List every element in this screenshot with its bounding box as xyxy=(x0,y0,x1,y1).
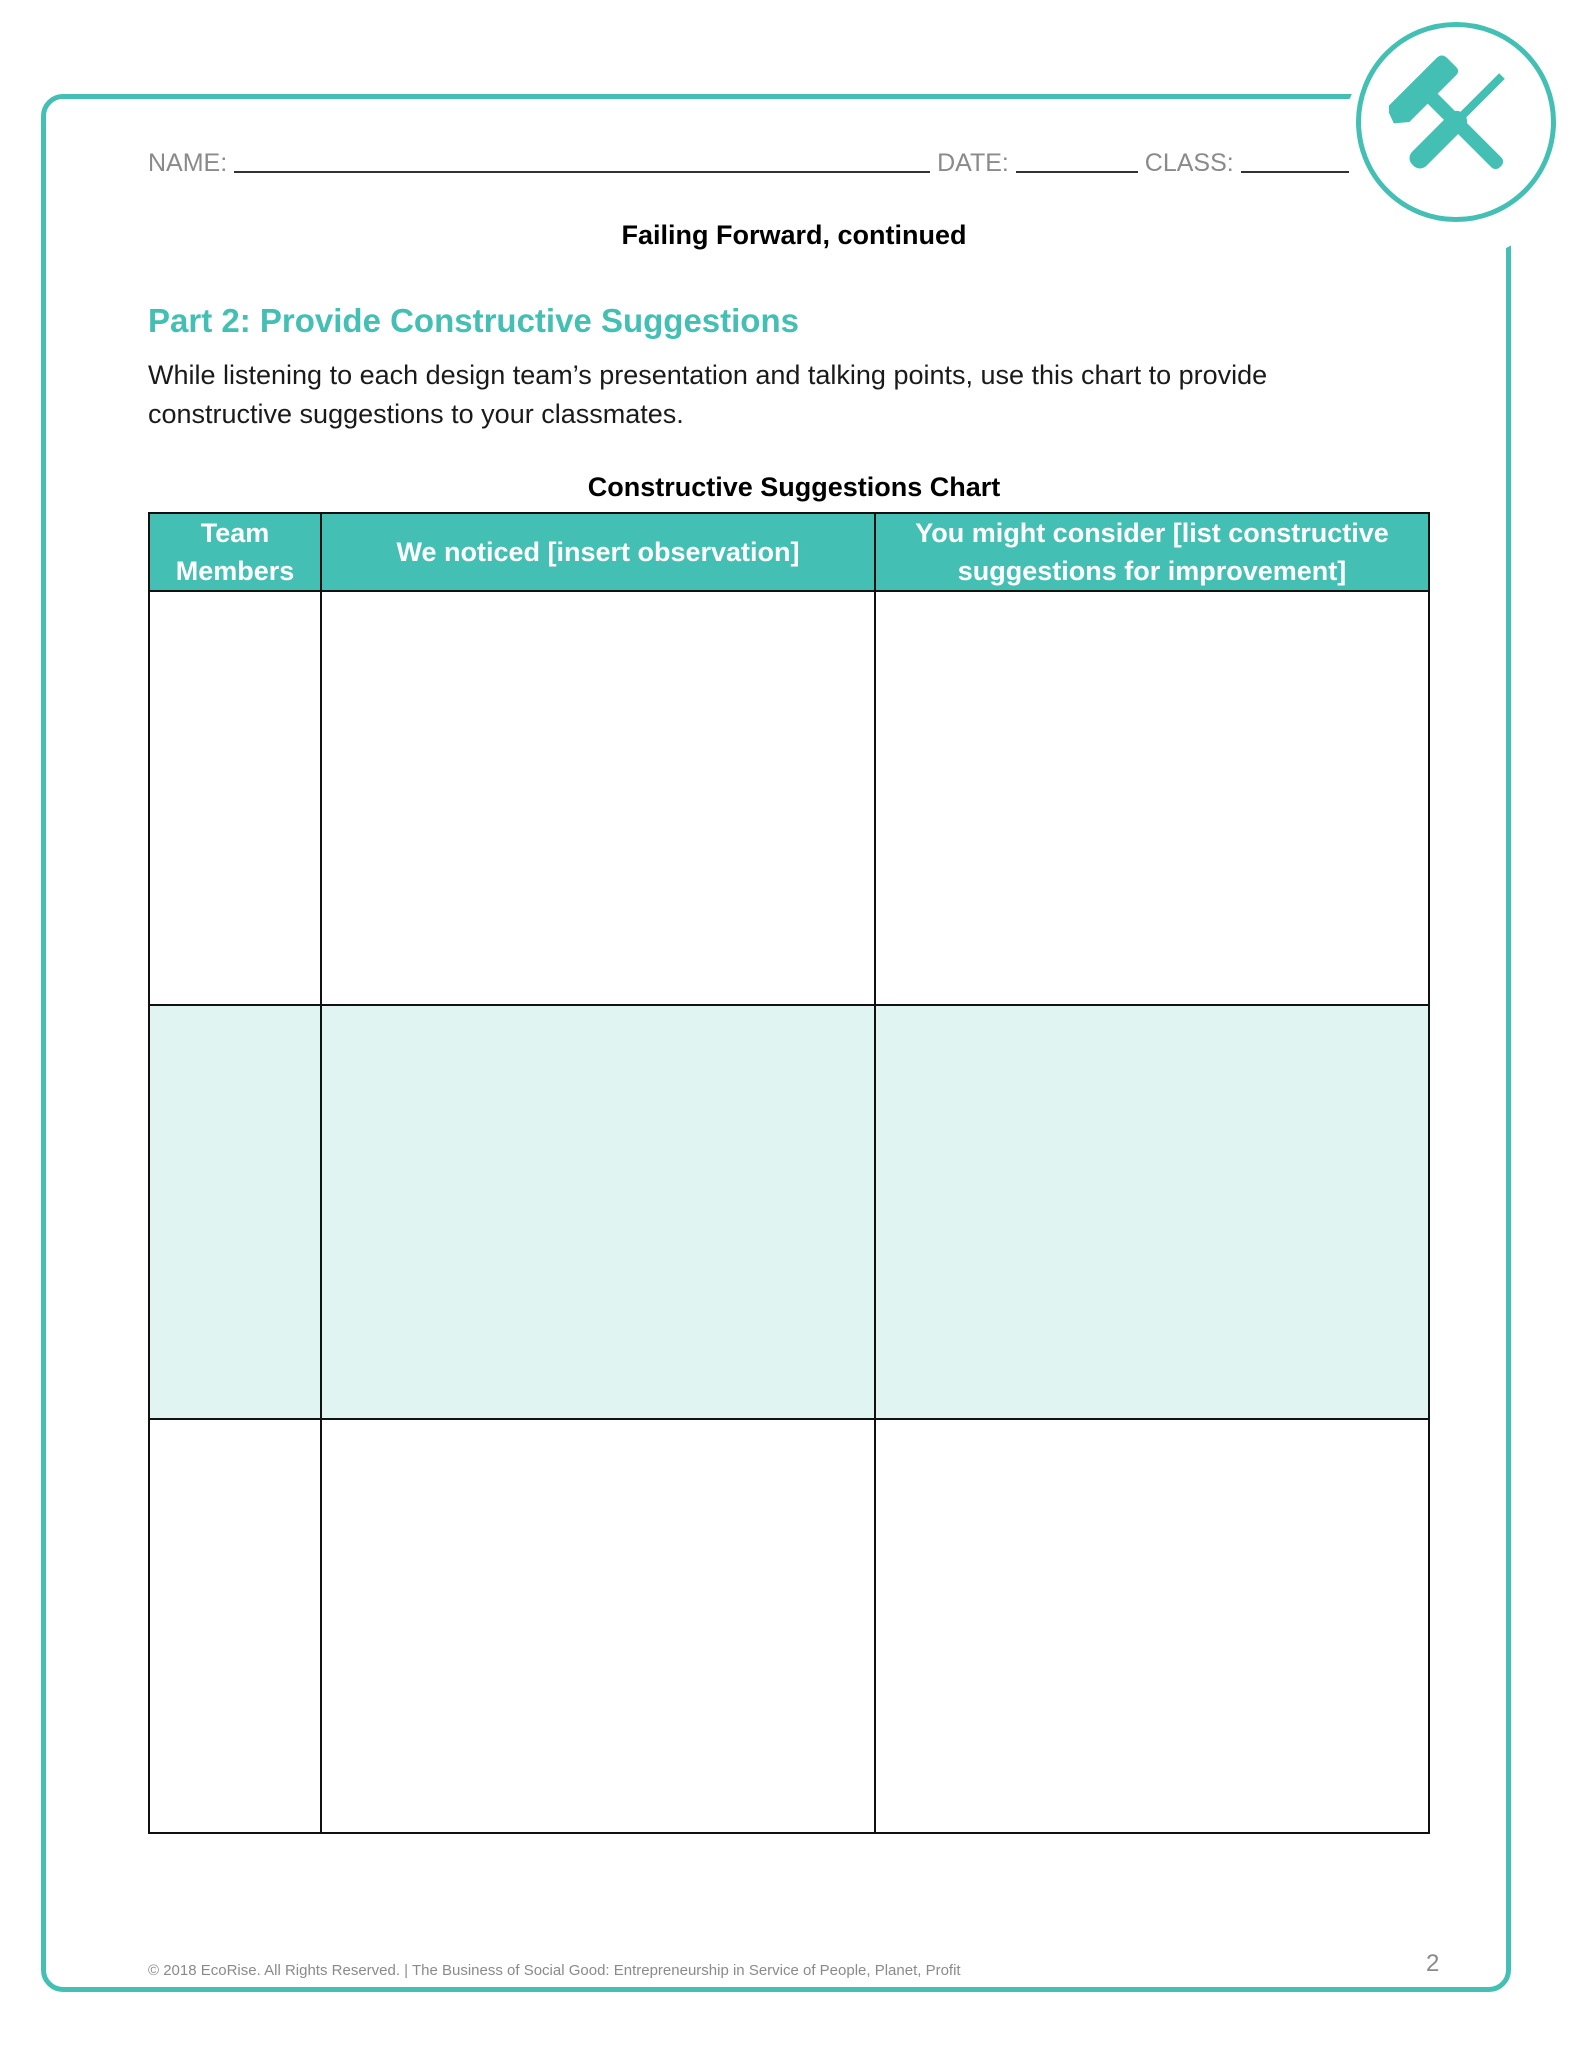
table-row xyxy=(149,1419,1429,1833)
suggestion-cell[interactable] xyxy=(875,1005,1429,1419)
class-label: CLASS: xyxy=(1144,149,1234,177)
footer-copyright: © 2018 EcoRise. All Rights Reserved. | The Business of Social Good: Entrepreneurship in Service of People, Planet, Profit xyxy=(148,1962,961,1979)
header-fields xyxy=(148,148,1348,178)
observation-cell[interactable] xyxy=(321,1419,875,1833)
name-field[interactable] xyxy=(234,171,930,173)
team-members-cell[interactable] xyxy=(149,1005,321,1419)
table-header-row xyxy=(149,513,1429,591)
tools-icon xyxy=(1389,55,1523,189)
observation-cell[interactable] xyxy=(321,591,875,1005)
class-field[interactable] xyxy=(1241,171,1349,173)
page-number: 2 xyxy=(1426,1950,1440,1977)
page-subtitle: Failing Forward, continued xyxy=(621,220,967,250)
team-members-cell[interactable] xyxy=(149,591,321,1005)
table-row xyxy=(149,591,1429,1005)
column-header-suggestions: You might consider [list constructive suggestions for improvement] xyxy=(875,513,1429,591)
part-title: Part 2: Provide Constructive Suggestions xyxy=(148,302,799,339)
suggestions-table xyxy=(148,512,1430,1834)
suggestion-cell[interactable] xyxy=(875,591,1429,1005)
part-intro: While listening to each design team’s presentation and talking points, use this chart to provide constructive suggestions to your classmates. xyxy=(148,360,1268,429)
observation-cell[interactable] xyxy=(321,1005,875,1419)
team-members-cell[interactable] xyxy=(149,1419,321,1833)
column-header-team-members: Team Members xyxy=(149,513,321,591)
date-label: DATE: xyxy=(937,149,1009,177)
suggestion-cell[interactable] xyxy=(875,1419,1429,1833)
date-field[interactable] xyxy=(1016,171,1138,173)
table-row xyxy=(149,1005,1429,1419)
column-header-observation: We noticed [insert observation] xyxy=(321,513,875,591)
tools-badge xyxy=(1356,22,1556,222)
chart-title: Constructive Suggestions Chart xyxy=(587,472,1001,502)
name-label: NAME: xyxy=(148,149,228,177)
